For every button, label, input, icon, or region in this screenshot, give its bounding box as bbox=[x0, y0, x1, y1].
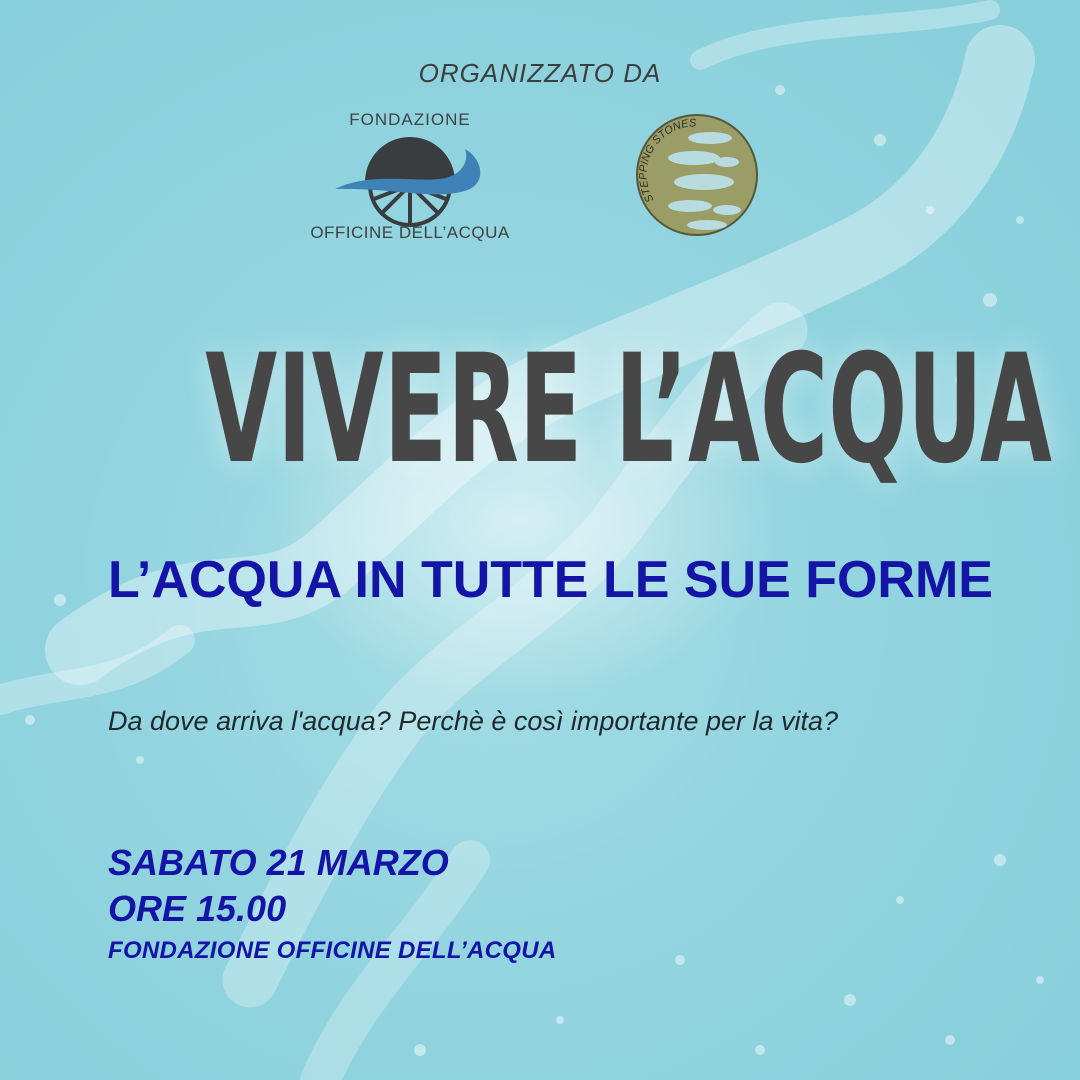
event-venue: FONDAZIONE OFFICINE DELL’ACQUA bbox=[108, 937, 557, 964]
subtitle: L’ACQUA IN TUTTE LE SUE FORME bbox=[108, 551, 993, 609]
main-title: VIVERE L’ACQUA bbox=[205, 323, 1052, 497]
organized-by-label: ORGANIZZATO DA bbox=[418, 58, 662, 88]
stepping-stones-ring-text: STEPPING STONES bbox=[637, 117, 697, 205]
stepping-stones-logo bbox=[632, 110, 762, 240]
water-wheel-icon bbox=[330, 127, 490, 227]
logo-fondazione-text: FONDAZIONE bbox=[349, 110, 471, 129]
logo-officine-text: OFFICINE DELL’ACQUA bbox=[310, 223, 510, 242]
description-question: Da dove arriva l'acqua? Perchè è così importante per la vita? bbox=[108, 706, 839, 736]
event-date: SABATO 21 MARZO bbox=[108, 842, 449, 883]
fondazione-officine-logo bbox=[300, 105, 520, 250]
event-time: ORE 15.00 bbox=[108, 888, 287, 929]
